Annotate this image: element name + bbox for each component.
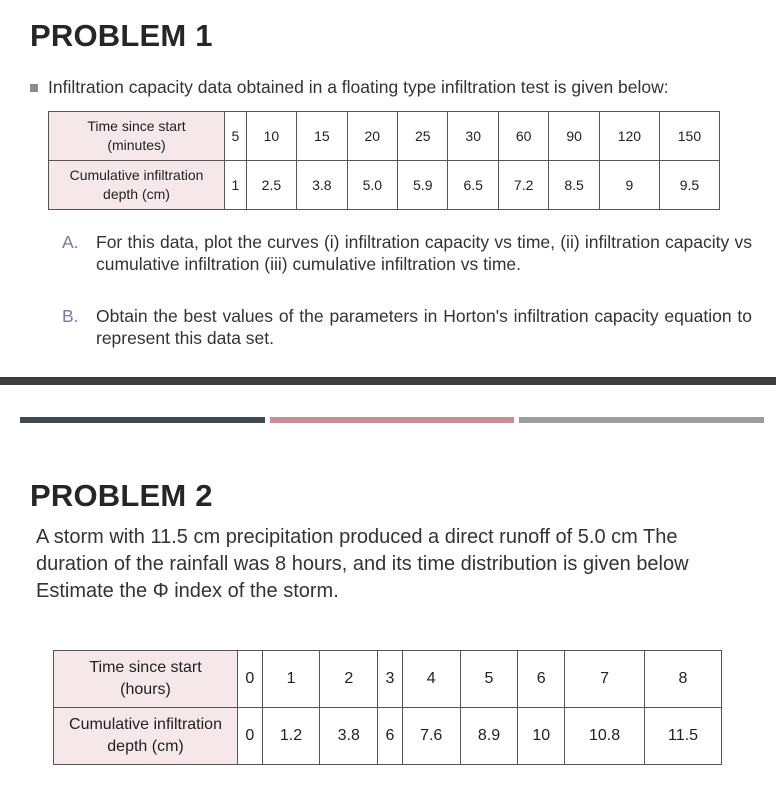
table-row-time	[54, 651, 722, 708]
table-cell: 7.6	[402, 708, 460, 765]
table-row-time	[49, 112, 720, 161]
table-cell: 3	[378, 651, 403, 708]
problem-2-data-table	[53, 650, 722, 765]
table-cell: 5.9	[398, 161, 448, 210]
table-cell: 10.8	[565, 708, 645, 765]
table-cell: 2	[320, 651, 378, 708]
question-b	[62, 305, 752, 349]
table-cell: 25	[398, 112, 448, 161]
row-header-time	[49, 112, 225, 161]
table-cell: 5.0	[347, 161, 397, 210]
problem-1-intro-text: Infiltration capacity data obtained in a floating type infiltration test is given below:	[48, 77, 669, 97]
table-cell: 7.2	[498, 161, 548, 210]
table-cell: 120	[599, 112, 659, 161]
table-cell: 2.5	[246, 161, 296, 210]
table-cell: 3.8	[297, 161, 347, 210]
table-cell: 3.8	[320, 708, 378, 765]
row-header-unit: (hours)	[120, 681, 171, 698]
problem-1-title: PROBLEM 1	[30, 18, 213, 53]
table-cell: 1.2	[262, 708, 320, 765]
table-cell: 9	[599, 161, 659, 210]
table-cell: 10	[246, 112, 296, 161]
accent-bar-gray	[519, 417, 764, 423]
table-cell: 8.9	[460, 708, 518, 765]
table-cell: 20	[347, 112, 397, 161]
table-cell: 5	[225, 112, 247, 161]
table-cell: 30	[448, 112, 498, 161]
question-a	[62, 231, 752, 275]
table-cell: 10	[518, 708, 565, 765]
row-header-infiltration	[54, 708, 238, 765]
problem-2-title: PROBLEM 2	[30, 478, 213, 513]
table-cell: 8	[644, 651, 721, 708]
question-label: B.	[62, 306, 79, 326]
table-cell: 0	[238, 708, 263, 765]
table-cell: 7	[565, 651, 645, 708]
row-header-line: Cumulative infiltration	[69, 167, 204, 183]
table-cell: 60	[498, 112, 548, 161]
table-cell: 0	[238, 651, 263, 708]
row-header-infiltration	[49, 161, 225, 210]
problem-1-data-table	[48, 111, 720, 210]
problem-2-body: A storm with 11.5 cm precipitation produced a direct runoff of 5.0 cm The duration of the rainfall was 8 hours, and its time distribution is given below Estimate the Φ index of the storm.	[36, 526, 689, 602]
table-cell: 6.5	[448, 161, 498, 210]
section-divider	[0, 377, 776, 385]
bullet-square-icon	[30, 84, 38, 92]
row-header-line: Time since start	[89, 659, 202, 676]
row-header-line: Time since start	[87, 118, 186, 134]
question-text: Obtain the best values of the parameters in Horton's infiltration capacity equation to represent this data set.	[96, 306, 752, 348]
table-cell: 6	[378, 708, 403, 765]
row-header-unit: (minutes)	[107, 137, 166, 153]
row-header-time	[54, 651, 238, 708]
table-cell: 9.5	[659, 161, 719, 210]
table-cell: 1	[225, 161, 247, 210]
table-cell: 90	[549, 112, 599, 161]
table-cell: 4	[402, 651, 460, 708]
table-cell: 8.5	[549, 161, 599, 210]
row-header-line: Cumulative infiltration	[69, 716, 222, 733]
table-row-infiltration	[54, 708, 722, 765]
question-label: A.	[62, 232, 79, 252]
table-cell: 6	[518, 651, 565, 708]
accent-bar-slate	[20, 417, 265, 423]
table-cell: 1	[262, 651, 320, 708]
problem-1-intro	[30, 77, 669, 98]
question-text: For this data, plot the curves (i) infiltration capacity vs time, (ii) infiltration capacity vs cumulative infiltration (iii) cumulative infiltration vs time.	[96, 232, 752, 274]
table-cell: 150	[659, 112, 719, 161]
table-cell: 11.5	[644, 708, 721, 765]
row-header-unit: depth (cm)	[103, 186, 170, 202]
row-header-unit: depth (cm)	[107, 738, 184, 755]
table-cell: 5	[460, 651, 518, 708]
table-cell: 15	[297, 112, 347, 161]
accent-bar-rose	[270, 417, 514, 423]
table-row-infiltration	[49, 161, 720, 210]
